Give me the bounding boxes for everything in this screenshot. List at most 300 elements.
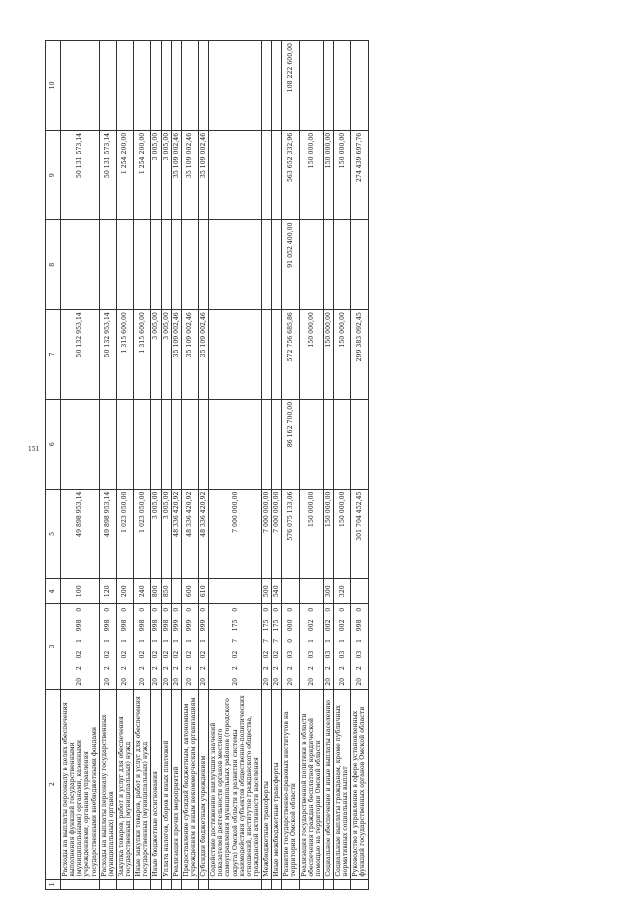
- budget-code-part: 998: [162, 619, 170, 632]
- budget-code-part: 20: [338, 677, 346, 686]
- budget-code-part: 0: [338, 607, 346, 612]
- row-name: Реализация государственной политики в области обеспечения граждан бесплатной юридической помощью на территории Омской области: [299, 689, 323, 879]
- table-row: [299, 41, 323, 890]
- expense-type: 850: [161, 579, 171, 604]
- budget-code-part: 20: [104, 677, 112, 686]
- amount-c9: [262, 130, 272, 220]
- rotated-page: [45, 40, 575, 890]
- amount-c10: [134, 41, 151, 131]
- budget-code-part: 1: [76, 638, 84, 643]
- budget-code-part: 20: [307, 677, 315, 686]
- row-name: Уплата налогов, сборов и иных платежей: [161, 689, 171, 879]
- budget-code-part: 175: [231, 619, 239, 632]
- amount-c7: 50 132 953,14: [99, 310, 116, 400]
- row-name: Субсидии бюджетным учреждениям: [199, 689, 209, 879]
- budget-code-part: 20: [121, 677, 129, 686]
- table-row: [151, 41, 161, 890]
- budget-code-part: 03: [338, 650, 346, 659]
- amount-c7: 150 000,00: [299, 310, 323, 400]
- budget-code-part: 0: [263, 607, 270, 612]
- amount-c6: [134, 399, 151, 489]
- amount-c5: 576 075 133,06: [282, 489, 299, 579]
- row-number-cell: [151, 879, 161, 889]
- budget-code-parts: [287, 604, 294, 689]
- budget-code: [151, 604, 161, 690]
- budget-code-part: 0: [307, 607, 315, 612]
- amount-c5: 7 000 000,00: [209, 489, 262, 579]
- row-name: Содействие достижению наилучших значений показателей деятельности органов местного самоуправления муниципальных районов (городского округа) Омской области в развитии системы взаимодействия субъектов общественно-политических отношений, институтов гражданского общества, гражданской активности населения: [209, 689, 262, 879]
- amount-c6: [116, 399, 133, 489]
- budget-code-part: 7: [263, 638, 270, 643]
- amount-c6: [262, 399, 272, 489]
- budget-code-part: 0: [200, 607, 207, 612]
- budget-code-parts: [232, 604, 239, 689]
- budget-code-part: 2: [76, 666, 84, 671]
- amount-c5: 7 000 000,00: [262, 489, 272, 579]
- table-row: [171, 41, 181, 890]
- budget-code-part: 0: [162, 607, 170, 612]
- budget-code: [262, 604, 272, 690]
- row-name: Расходы на выплаты персоналу в целях обеспечения выполнения функций государственными (муниципальными) органами, казенными учреждениями, органами управления государственными внебюджетными фондами: [61, 689, 100, 879]
- row-number-cell: [351, 879, 368, 889]
- row-number-cell: [61, 879, 100, 889]
- budget-code: [299, 604, 323, 690]
- row-number-cell: [116, 879, 133, 889]
- amount-c10: [151, 41, 161, 131]
- expense-type: 300: [323, 579, 333, 604]
- budget-code-part: 2: [104, 666, 112, 671]
- table-row: [116, 41, 133, 890]
- table-row: [134, 41, 151, 890]
- budget-code-part: 20: [286, 677, 294, 686]
- amount-c9: 1 254 200,00: [134, 130, 151, 220]
- row-number-cell: [209, 879, 262, 889]
- budget-code-part: 175: [263, 619, 270, 632]
- budget-code-part: 02: [104, 650, 112, 659]
- budget-code-part: 02: [152, 650, 160, 659]
- page-number: 151: [28, 446, 40, 453]
- expense-type: [351, 579, 368, 604]
- amount-c9: 50 131 573,14: [61, 130, 100, 220]
- column-header: 4: [46, 579, 61, 604]
- budget-code: [282, 604, 299, 690]
- amount-c10: [161, 41, 171, 131]
- amount-c7: [262, 310, 272, 400]
- budget-code-part: 20: [152, 677, 160, 686]
- budget-code-part: 2: [138, 666, 146, 671]
- budget-code: [161, 604, 171, 690]
- table-body: [61, 41, 369, 890]
- row-name: Социальные выплаты гражданам, кроме публичных нормативных социальных выплат: [334, 689, 351, 879]
- budget-code-part: 0: [121, 607, 129, 612]
- amount-c5: 150 000,00: [323, 489, 333, 579]
- amount-c5: 301 704 452,45: [351, 489, 368, 579]
- amount-c8: [171, 220, 181, 310]
- budget-code-part: 1: [338, 638, 346, 643]
- budget-code-part: 0: [286, 638, 294, 643]
- amount-c9: 35 109 002,46: [171, 130, 181, 220]
- amount-c9: 1 254 200,00: [116, 130, 133, 220]
- amount-c8: [199, 220, 209, 310]
- amount-c5: 3 005,00: [161, 489, 171, 579]
- budget-code-part: 03: [355, 650, 363, 659]
- amount-c10: [99, 41, 116, 131]
- expense-type: 540: [272, 579, 282, 604]
- amount-c5: 3 005,00: [151, 489, 161, 579]
- amount-c7: 1 315 600,00: [134, 310, 151, 400]
- row-number-cell: [99, 879, 116, 889]
- table-row: [272, 41, 282, 890]
- budget-code: [209, 604, 262, 690]
- budget-code-parts: [356, 604, 363, 689]
- table-row: [161, 41, 171, 890]
- amount-c5: 48 336 420,92: [199, 489, 209, 579]
- amount-c6: [323, 399, 333, 489]
- amount-c8: [351, 220, 368, 310]
- budget-code-part: 02: [186, 650, 194, 659]
- amount-c6: [299, 399, 323, 489]
- budget-code-parts: [121, 604, 128, 689]
- row-number-cell: [181, 879, 198, 889]
- amount-c7: 3 005,00: [151, 310, 161, 400]
- column-header: 1: [46, 879, 61, 889]
- amount-c9: 3 005,00: [161, 130, 171, 220]
- budget-table: [45, 40, 369, 890]
- expense-type: [171, 579, 181, 604]
- row-number-cell: [199, 879, 209, 889]
- budget-code-part: 2: [200, 666, 207, 671]
- budget-code-part: 20: [273, 677, 281, 686]
- budget-code-part: 20: [186, 677, 194, 686]
- budget-code: [351, 604, 368, 690]
- amount-c8: [181, 220, 198, 310]
- budget-code-part: 1: [355, 638, 363, 643]
- budget-code-part: 0: [104, 607, 112, 612]
- budget-code-parts: [325, 604, 332, 689]
- column-header: 9: [46, 130, 61, 220]
- expense-type: 120: [99, 579, 116, 604]
- budget-code-part: 999: [200, 619, 207, 632]
- budget-code-part: 1: [200, 638, 207, 643]
- amount-c10: [272, 41, 282, 131]
- budget-code-parts: [152, 604, 159, 689]
- budget-code-part: 1: [186, 638, 194, 643]
- budget-code-part: 999: [172, 619, 180, 632]
- budget-code-parts: [76, 604, 83, 689]
- budget-code-part: 02: [76, 650, 84, 659]
- amount-c10: [171, 41, 181, 131]
- expense-type: 320: [334, 579, 351, 604]
- budget-code-part: 999: [186, 619, 194, 632]
- budget-code-part: 0: [152, 607, 160, 612]
- budget-code-part: 2: [286, 666, 294, 671]
- amount-c8: 91 052 400,00: [282, 220, 299, 310]
- amount-c8: [151, 220, 161, 310]
- budget-code-part: 0: [76, 607, 84, 612]
- budget-code-part: 175: [273, 619, 281, 632]
- amount-c8: [116, 220, 133, 310]
- amount-c7: 35 109 002,46: [199, 310, 209, 400]
- row-number-cell: [282, 879, 299, 889]
- row-number-cell: [134, 879, 151, 889]
- amount-c8: [323, 220, 333, 310]
- amount-c10: [61, 41, 100, 131]
- budget-code-parts: [173, 604, 180, 689]
- budget-code-part: 1: [104, 638, 112, 643]
- amount-c9: [209, 130, 262, 220]
- budget-code-part: 2: [162, 666, 170, 671]
- row-name: Закупка товаров, работ и услуг для обеспечения государственных (муниципальных) нужд: [116, 689, 133, 879]
- amount-c7: 150 000,00: [323, 310, 333, 400]
- table-row: [99, 41, 116, 890]
- amount-c7: 35 109 002,46: [181, 310, 198, 400]
- budget-code: [116, 604, 133, 690]
- expense-type: 600: [181, 579, 198, 604]
- budget-code-part: 1: [307, 638, 315, 643]
- table-row: [282, 41, 299, 890]
- column-header: 7: [46, 310, 61, 400]
- amount-c6: [181, 399, 198, 489]
- amount-c5: 1 023 050,00: [116, 489, 133, 579]
- budget-code-parts: [186, 604, 193, 689]
- budget-code-part: 2: [172, 666, 180, 671]
- amount-c10: [323, 41, 333, 131]
- budget-code-part: 2: [273, 666, 281, 671]
- amount-c6: [99, 399, 116, 489]
- amount-c8: [334, 220, 351, 310]
- expense-type: [209, 579, 262, 604]
- budget-code-parts: [104, 604, 111, 689]
- amount-c7: 3 005,00: [161, 310, 171, 400]
- amount-c9: 35 109 002,46: [181, 130, 198, 220]
- amount-c10: [181, 41, 198, 131]
- table-row: [334, 41, 351, 890]
- budget-code-part: 998: [104, 619, 112, 632]
- amount-c10: [199, 41, 209, 131]
- amount-c7: 1 315 600,00: [116, 310, 133, 400]
- budget-code: [99, 604, 116, 690]
- budget-code-part: 998: [121, 619, 129, 632]
- amount-c5: 7 000 000,00: [272, 489, 282, 579]
- amount-c7: 35 109 002,46: [171, 310, 181, 400]
- row-name: Расходы на выплаты персоналу государственных (муниципальных) органов: [99, 689, 116, 879]
- budget-code-part: 998: [152, 619, 160, 632]
- table-row: [61, 41, 100, 890]
- budget-code-part: 1: [162, 638, 170, 643]
- budget-code-part: 20: [76, 677, 84, 686]
- budget-code-part: 02: [121, 650, 129, 659]
- row-name: Развитие государственно-правовых институтов на территории Омской области: [282, 689, 299, 879]
- budget-code-part: 2: [307, 666, 315, 671]
- row-number-cell: [272, 879, 282, 889]
- table-row: [199, 41, 209, 890]
- budget-code-part: 0: [273, 607, 281, 612]
- row-number-cell: [323, 879, 333, 889]
- table-row: [323, 41, 333, 890]
- budget-code-part: 0: [355, 607, 363, 612]
- table-row: [351, 41, 368, 890]
- amount-c6: [209, 399, 262, 489]
- budget-code-part: 02: [273, 650, 281, 659]
- budget-code-part: 998: [355, 619, 363, 632]
- budget-code-parts: [273, 604, 280, 689]
- budget-code-part: 02: [162, 650, 170, 659]
- amount-c6: [199, 399, 209, 489]
- column-header: 3: [46, 604, 61, 690]
- budget-code: [134, 604, 151, 690]
- budget-code-part: 2: [263, 666, 270, 671]
- budget-code-part: 03: [324, 650, 332, 659]
- budget-code-part: 02: [200, 650, 207, 659]
- amount-c5: 150 000,00: [299, 489, 323, 579]
- amount-c5: 1 023 050,00: [134, 489, 151, 579]
- amount-c7: [272, 310, 282, 400]
- budget-code-part: 2: [324, 666, 332, 671]
- budget-code-part: 998: [76, 619, 84, 632]
- budget-code-parts: [339, 604, 346, 689]
- amount-c8: [272, 220, 282, 310]
- budget-code-part: 2: [355, 666, 363, 671]
- row-name: Межбюджетные трансферты: [262, 689, 272, 879]
- budget-code-part: 0: [231, 607, 239, 612]
- budget-code-part: 02: [231, 650, 239, 659]
- amount-c8: [161, 220, 171, 310]
- amount-c7: 299 383 092,45: [351, 310, 368, 400]
- budget-code-parts: [200, 604, 207, 689]
- budget-code-part: 2: [338, 666, 346, 671]
- amount-c9: 150 000,00: [334, 130, 351, 220]
- budget-code-part: 20: [324, 677, 332, 686]
- budget-code: [272, 604, 282, 690]
- budget-code-part: 02: [138, 650, 146, 659]
- row-name: Предоставление субсидий бюджетным, автономным учреждениям и иным некоммерческим организациям: [181, 689, 198, 879]
- amount-c10: [334, 41, 351, 131]
- row-number-cell: [299, 879, 323, 889]
- amount-c6: [351, 399, 368, 489]
- amount-c7: 50 132 953,14: [61, 310, 100, 400]
- row-name: Социальное обеспечение и иные выплаты населению: [323, 689, 333, 879]
- expense-type: 800: [151, 579, 161, 604]
- budget-code-part: 7: [231, 638, 239, 643]
- expense-type: 610: [199, 579, 209, 604]
- budget-code-part: 03: [307, 650, 315, 659]
- column-header: 10: [46, 41, 61, 131]
- amount-c7: [209, 310, 262, 400]
- budget-code-part: 20: [138, 677, 146, 686]
- amount-c7: 572 756 685,86: [282, 310, 299, 400]
- amount-c6: [161, 399, 171, 489]
- amount-c5: 49 898 953,14: [99, 489, 116, 579]
- budget-code-part: 1: [172, 638, 180, 643]
- budget-code-part: 20: [162, 677, 170, 686]
- amount-c6: [334, 399, 351, 489]
- expense-type: 240: [134, 579, 151, 604]
- budget-code-part: 20: [231, 677, 239, 686]
- budget-code-part: 0: [172, 607, 180, 612]
- row-name: Иные закупки товаров, работ и услуг для обеспечения государственных (муниципальных) нужд: [134, 689, 151, 879]
- budget-code-parts: [139, 604, 146, 689]
- column-header: 5: [46, 489, 61, 579]
- budget-code-part: 2: [152, 666, 160, 671]
- amount-c5: 49 898 953,14: [61, 489, 100, 579]
- amount-c9: 50 131 573,14: [99, 130, 116, 220]
- budget-code-part: 998: [138, 619, 146, 632]
- amount-c9: 150 000,00: [323, 130, 333, 220]
- amount-c10: [262, 41, 272, 131]
- amount-c5: 150 000,00: [334, 489, 351, 579]
- column-header: 8: [46, 220, 61, 310]
- expense-type: [282, 579, 299, 604]
- amount-c6: [171, 399, 181, 489]
- table-row: [181, 41, 198, 890]
- budget-code-part: 7: [273, 638, 281, 643]
- budget-code-part: 20: [263, 677, 270, 686]
- amount-c6: [61, 399, 100, 489]
- budget-code-part: 0: [286, 607, 294, 612]
- table-row: [262, 41, 272, 890]
- budget-code-part: 1: [152, 638, 160, 643]
- budget-code-part: 002: [338, 619, 346, 632]
- amount-c10: [299, 41, 323, 131]
- budget-code: [181, 604, 198, 690]
- budget-code-part: 000: [286, 619, 294, 632]
- expense-type: [299, 579, 323, 604]
- budget-code-part: 02: [263, 650, 270, 659]
- amount-c9: 3 005,00: [151, 130, 161, 220]
- amount-c8: [299, 220, 323, 310]
- budget-code-part: 0: [186, 607, 194, 612]
- row-number-cell: [161, 879, 171, 889]
- amount-c6: [272, 399, 282, 489]
- budget-code-part: 2: [231, 666, 239, 671]
- amount-c8: [61, 220, 100, 310]
- budget-code-part: 0: [324, 607, 332, 612]
- amount-c5: 48 336 420,92: [181, 489, 198, 579]
- column-header-row: [46, 41, 61, 890]
- amount-c9: [272, 130, 282, 220]
- amount-c10: [209, 41, 262, 131]
- budget-code-part: 1: [121, 638, 129, 643]
- amount-c6: [151, 399, 161, 489]
- row-number-cell: [171, 879, 181, 889]
- budget-code-part: 0: [138, 607, 146, 612]
- row-name: Иные бюджетные ассигнования: [151, 689, 161, 879]
- expense-type: 100: [61, 579, 100, 604]
- budget-code-parts: [263, 604, 270, 689]
- budget-code-part: 20: [200, 677, 207, 686]
- amount-c8: [134, 220, 151, 310]
- budget-code-part: 1: [138, 638, 146, 643]
- budget-code: [334, 604, 351, 690]
- budget-code: [171, 604, 181, 690]
- row-name: Иные межбюджетные трансферты: [272, 689, 282, 879]
- row-number-cell: [262, 879, 272, 889]
- budget-code: [199, 604, 209, 690]
- amount-c9: 563 652 332,96: [282, 130, 299, 220]
- budget-code-part: 002: [324, 619, 332, 632]
- table-row: [209, 41, 262, 890]
- column-header: 6: [46, 399, 61, 489]
- budget-code: [323, 604, 333, 690]
- budget-code-part: 20: [355, 677, 363, 686]
- row-name: Руководство и управление в сфере установленных функций государственных органов Омской области: [351, 689, 368, 879]
- amount-c10: 108 222 600,00: [282, 41, 299, 131]
- amount-c5: 48 336 420,92: [171, 489, 181, 579]
- amount-c7: 150 000,00: [334, 310, 351, 400]
- amount-c9: 35 109 002,46: [199, 130, 209, 220]
- budget-code-parts: [163, 604, 170, 689]
- budget-code-part: 002: [307, 619, 315, 632]
